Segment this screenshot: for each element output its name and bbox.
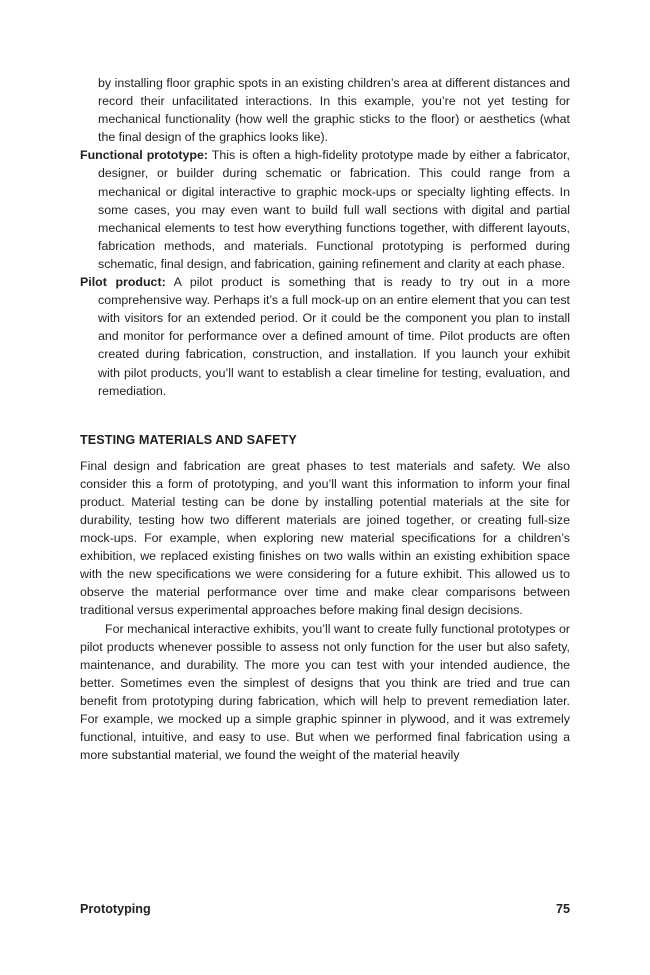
continued-paragraph: by installing floor graphic spots in an existing children’s area at different distances and record their unfacilitated interactions. In this example, you’re not yet testing for mechanical functionality (how well the graphic sticks to the floor) or aesthetics (what the final design of the graphics looks like). xyxy=(98,76,570,145)
page-body xyxy=(80,74,570,764)
definition-pilot-product xyxy=(80,273,570,400)
page-footer xyxy=(80,902,570,916)
definition-text: A pilot product is something that is ready to try out in a more comprehensive way. Perhaps it’s a full mock-up on an entire element that you can test with visitors for an extended period. Or it could be the component you plan to install and monitor for performance over a defined amount of time. Pilot products are often created during fabrication, construction, and installation. If you launch your exhibit with pilot products, you’ll want to establish a clear timeline for testing, evaluation, and remediation. xyxy=(98,275,570,398)
body-paragraph: For mechanical interactive exhibits, you’ll want to create fully functional prototypes or pilot products whenever possible to assess not only function for the user but also safety, maintenance, and durability. The more you can test with your intended audience, the better. Sometimes even the simplest of designs that you think are tried and true can benefit from prototyping during fabrication, which will help to prevent remediation later. For example, we mocked up a simple graphic spinner in plywood, and it was extremely functional, intuitive, and easy to use. But when we performed final fabrication using a more substantial material, we found the weight of the material heavily xyxy=(80,621,570,763)
definition-functional-prototype xyxy=(80,146,570,273)
running-footer-chapter: Prototyping xyxy=(80,902,151,916)
body-paragraph: Final design and fabrication are great phases to test materials and safety. We also consider this a form of prototyping, and you’ll want this information to inform your final product. Material testing can be done by installing potential materials at the site for durability, testing how two different materials are joined together, or creating full-size mock-ups. For example, when exploring new material specifications for a children’s exhibition, we replaced existing finishes on two walls within an existing exhibition space with the new specifications we were considering for a future exhibit. This allowed us to observe the material performance over time and make clear comparisons between traditional versus experimental approaches before making final design decisions. xyxy=(80,458,570,618)
definition-term: Functional prototype: xyxy=(80,148,208,163)
page-number: 75 xyxy=(555,902,570,916)
definition-text: This is often a high-fidelity prototype made by either a fabricator, designer, or builder during schematic or fabrication. This could range from a mechanical or digital interactive to graphic mock-ups or specialty lighting effects. In some cases, you may even want to build full wall sections with digital and partial mechanical elements to test how everything functions together, with different layouts, fabrication methods, and materials. Functional prototyping is performed during schematic, final design, and fabrication, gaining refinement and clarity at each phase. xyxy=(98,148,570,271)
section-heading: TESTING MATERIALS AND SAFETY xyxy=(80,432,297,447)
definition-term: Pilot product: xyxy=(80,275,166,290)
